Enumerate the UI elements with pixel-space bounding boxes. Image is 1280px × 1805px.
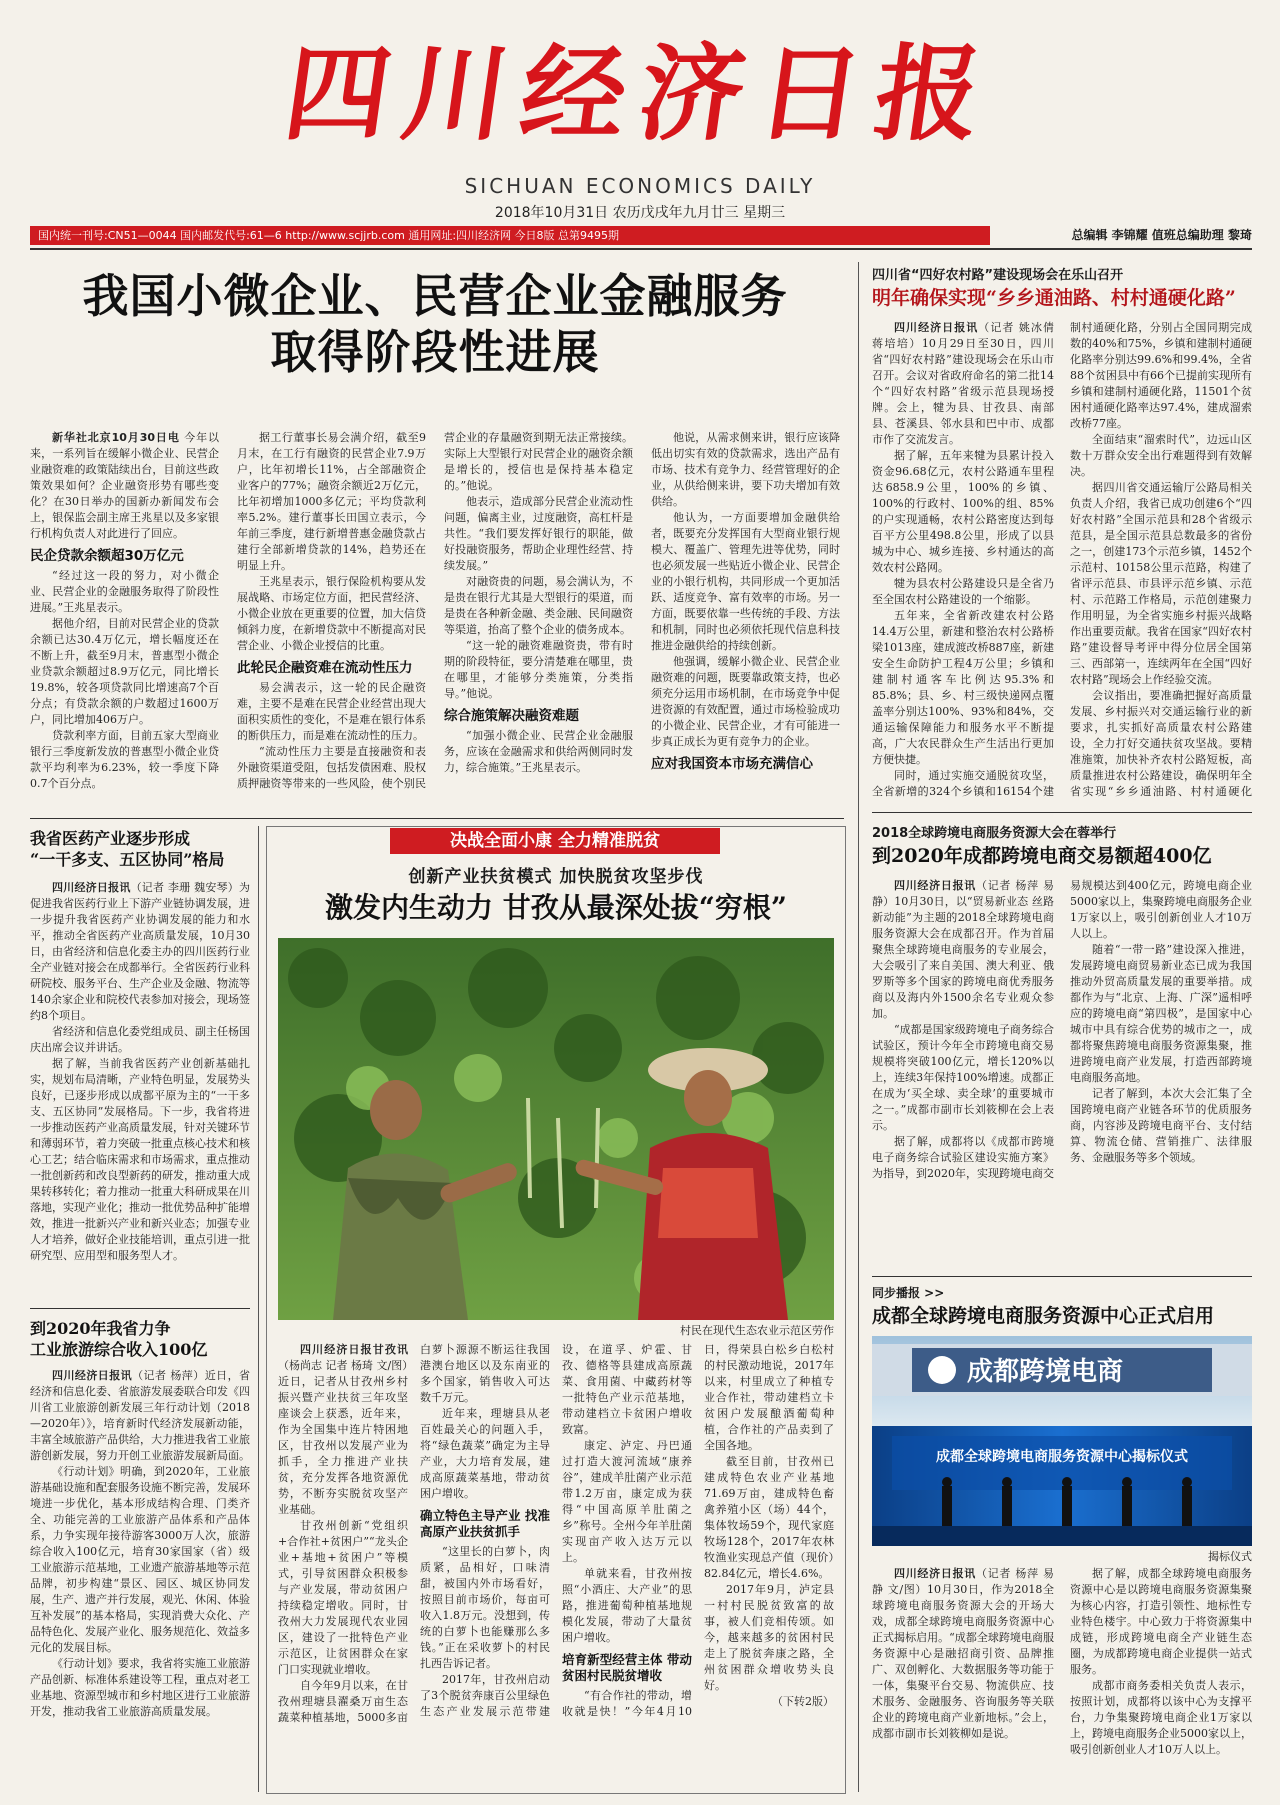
- feature-paragraph: 甘孜州创新“党组织+合作社+贫困户”“龙头企业+基地+贫困户”等模式，引导贫困群众积极参与产业发展，带动贫困户持续稳定增收。同时，甘孜州大力发展现代农业园区，建设了一批特色产业示范区，让贫困群众在家门口实现就业增收。: [278, 1519, 408, 1676]
- roads-paragraph: 10月29日至30日，四川省“四好农村路”建设现场会在乐山市召开。会议对省政府命名的第二批14个“四好农村路”省级示范县现场授牌。会上，犍为县、甘孜县、南部县、苍溪县、邻水县和巴中市、成都市作了交流发言。: [872, 337, 1055, 446]
- ecommerce-article-body: [872, 878, 1252, 1268]
- roads-paragraph: 五年来，全省新改建农村公路14.4万公里，新建和整治农村公路桥梁1013座，建成渡改桥887座，新建安全生命防护工程4万公里；乡镇和建制村通客车比例达95.3%和85.8%；县、乡、村三级快递网点覆盖率分别达100%、93%和84%，交通运输保障能力和服务水平不断提高，广大农民群众生产生活出行更加方便快捷。: [872, 609, 1054, 766]
- roads-byline: 四川经济日报讯: [894, 321, 979, 334]
- roads-article-body: [872, 320, 1252, 800]
- pharma-article-body: [30, 880, 250, 1300]
- feature-paragraph: 近年来，理塘县从老百姓最关心的问题入手，将“绿色蔬菜”确定为主导产业，大力培育发展，建成高原蔬菜基地，带动贫困户增收。: [420, 1407, 550, 1500]
- roads-headline: 明年确保实现“乡乡通油路、村村通硬化路”: [872, 287, 1236, 309]
- roads-paragraph: 据四川省交通运输厅公路局相关负责人介绍，我省已成功创建6个“四好农村路”全国示范县和28个省级示范县，是全国示范县总数最多的省份之一，创建173个示范乡镇，1452个示范村、10158公里示范路，构建了省评示范县、市县评示范乡镇、示范村、示范路工作格局，示范创建聚力作用明显，为全省实施乡村振兴战略作出重要贡献。我省在国家“四好农村路”建设督导考评中得分位居全国第三、西部第一，连续两年在全国“四好农村路”现场会上作经验交流。: [1070, 481, 1252, 686]
- feature-paragraph: 2017年，甘孜州启动了3个脱贫奔康百公里绿色生态产业发展示范带建设，在道孚、炉霍、甘孜、德格等县建成高原蔬菜、食用菌、中藏药材等一批特色产业示范基地，带动建档立卡贫困户增收致富。: [420, 1343, 692, 1718]
- feature-paragraph: 康定、泸定、丹巴通过打造大渡河流域“康养谷”，建成羊肚菌产业示范带1.2万亩，康定成为获得“中国高原羊肚菌之乡”称号。全州今年羊肚菌实现亩产收入达万元以上。: [562, 1439, 692, 1564]
- roads-paragraph: 同时，通过实施交通脱贫攻坚，全省新增的324个乡镇和16154个建制村通硬化路，分别占全国同期完成数的40%和75%，乡镇和建制村通硬化路率分别达99.6%和99.4%，全省88个贫困县中有66个已提前实现所有乡镇和建制村通硬化路，11501个贫困村通硬化路率达97.4%，建成溜索改桥77座。: [872, 321, 1252, 798]
- lead-subhead-1: 民企贷款余额超30万亿元: [30, 548, 184, 564]
- lead-dateline: 新华社北京10月30日电: [52, 431, 180, 444]
- center-launch-headline: 成都全球跨境电商服务资源中心正式启用: [872, 1305, 1215, 1327]
- lead-paragraph: 易会满表示，这一轮的民企融资难，主要不是难在民营企业经营出现大面积实质性的变化，不是难在银行体系的断供压力，而是难在流动性的压力。: [237, 681, 426, 742]
- center-launch-byline: 四川经济日报讯: [894, 1567, 976, 1580]
- tourism-paragraph: 《行动计划》要求，我省将实施工业旅游产品创新、标准体系建设等工程，重点对老工业基地、资源型城市和乡村地区进行工业旅游开发，推动我省工业旅游高质量发展。: [30, 1657, 250, 1718]
- tourism-article-body: [30, 1368, 250, 1794]
- column-divider: [858, 262, 859, 1792]
- lead-paragraph: 据工行董事长易会满介绍，截至9月末，在工行有融资的民营企业7.9万户，比年初增长11%，占全部融资企业客户的77%；融资余额近2万亿元，比年初增加1000多亿元；平均贷款利率5.2%。建行董事长田国立表示，今年前三季度，建行新增普惠金融贷款占建行全部新增贷款的14%，趋势还在明显上升。: [237, 431, 426, 572]
- lead-paragraph: “这一轮的融资难融资贵，带有时期的阶段特征，要分清楚难在哪里，贵在哪里，才能够分类施策，分类指导。”他说。: [444, 639, 633, 700]
- roads-paragraph: 全面结束“溜索时代”，边远山区数十万群众安全出行难题得到有效解决。: [1070, 433, 1252, 478]
- lead-subhead-3: 综合施策解决融资难题: [444, 708, 579, 724]
- tourism-byline-detail: （记者 杨萍）: [132, 1369, 205, 1382]
- feature-byline: 四川经济日报甘孜讯: [300, 1343, 408, 1356]
- feature-banner: 决战全面小康 全力精准脱贫: [390, 828, 720, 854]
- feature-paragraph: 单就来看，甘孜州按照“小酒庄、大产业”的思路，推进葡萄种植基地规模化发展，带动了大量贫困户增收。: [562, 1567, 692, 1644]
- roads-kicker: 四川省“四好农村路”建设现场会在乐山召开: [872, 268, 1124, 283]
- stage-banner-text: 成都全球跨境电商服务资源中心揭标仪式: [936, 1449, 1188, 1465]
- lead-paragraph: 他表示，造成部分民营企业流动性问题，偏离主业，过度融资，高杠杆是共性。“我们要发挥好银行的职能，做好投融资服务，帮助企业理性经营、持续发展。”: [444, 495, 633, 572]
- lead-paragraph: 贷款利率方面，目前五家大型商业银行三季度新发放的普惠型小微企业贷款平均利率为6.23%，较一季度下降0.7个百分点。: [30, 729, 219, 790]
- lead-article-body: [30, 430, 840, 805]
- lead-headline-line2: 取得阶段性进展: [270, 325, 600, 379]
- feature-paragraph: 截至目前，甘孜州已建成特色农业产业基地71.69万亩，建成特色畜禽养殖小区（场）44个，集体牧场59个，现代家庭牧场128个，2017年农林牧渔业实现总产值（现价）82.84亿元，增长4.6%。: [704, 1455, 834, 1580]
- center-launch-paragraph: 据了解，成都全球跨境电商服务资源中心是以跨境电商服务资源集聚为核心内容，打造引领性、地标性专业特色楼宇。中心致力于将资源集中成链，形成跨境电商全产业链生态圈，为成都跨境电商企业提供一站式服务。: [1070, 1567, 1252, 1676]
- center-launch-paragraph: 10月30日，作为2018全球跨境电商服务资源大会的开场大戏，成都全球跨境电商服务资源中心正式揭标启用。“成都全球跨境电商服务资源中心是融招商引资、品牌推广、双创孵化、大数据服务等功能于一体，集聚平台交易、物流供应、技术服务、金融服务、咨询服务等关联企业的跨境电商产业新地标。”会上，成都市副市长刘筱柳如是说。: [872, 1583, 1054, 1740]
- tourism-headline-line2: 工业旅游综合收入100亿: [30, 1340, 208, 1359]
- tourism-headline: [30, 1318, 250, 1360]
- ecommerce-paragraph: 10月30日，以“贸易新业态 丝路新动能”为主题的2018全球跨境电商服务资源大会在成都召开。作为首届聚焦全球跨境电商服务的专业展会，大会吸引了来自美国、澳大利亚、俄罗斯等多个国家的跨境电商优秀服务商以及海内外1500余名专业观众参加。: [872, 895, 1054, 1020]
- feature-subhead-2: 培育新型经营主体 带动贫困村民脱贫增收: [562, 1652, 692, 1683]
- feature-paragraph: 2017年9月，泸定县一村村民脱贫致富的故事，被人们竞相传颂。如今，越来越多的贫困村民走上了脱贫奔康之路，全州贫困群众增收势头良好。: [704, 1583, 834, 1692]
- launch-photo-caption: 揭标仪式: [1208, 1550, 1252, 1563]
- ecommerce-paragraph: “成都是国家级跨境电子商务综合试验区，预计今年全市跨境电商交易规模将突破100亿元，增长120%以上，连续3年保持100%增速。成都正在成为‘买全球、卖全球’的重要城市之一。”成都市副市长刘筱柳在会上表示。: [872, 1023, 1054, 1132]
- roads-paragraph: 据了解，五年来犍为县累计投入资金96.68亿元，农村公路通车里程达6858.9公里，100%的乡镇、100%的行政村、100%的组、85%的户实现通畅，农村公路密度达到每百平方公里498.8公里，形成了以县城为中心、城乡连接、乡村通达的高效农村公路网。: [872, 449, 1054, 574]
- feature-article-body: [278, 1342, 834, 1786]
- section-rule: [872, 1276, 1252, 1277]
- section-rule: [30, 1308, 250, 1309]
- lead-paragraph: 他说，从需求侧来讲，银行应该降低出切实有效的贷款需求，选出产品有市场、技术有竞争力、经营管理好的企业，从供给侧来讲，要下功夫增加有效供给。: [651, 431, 840, 508]
- feature-photo-caption: 村民在现代生态农业示范区劳作: [680, 1324, 834, 1337]
- launch-ceremony-photo-svg: [872, 1336, 1252, 1546]
- pharma-byline-detail: （记者 李珊 魏安琴）: [130, 881, 239, 894]
- building-sign: 成都跨境电商: [967, 1357, 1124, 1387]
- roads-paragraph: 会议指出，要准确把握好高质量发展、乡村振兴对交通运输行业的新要求，扎实抓好高质量农村公路建设，全力打好交通扶贫攻坚战。要精准施策，加快补齐农村公路短板，高质量推进农村公路建设，确保明年全省实现“乡乡通油路、村村通硬化: [1070, 689, 1252, 798]
- feature-subhead-1: 确立特色主导产业 找准高原产业扶贫抓手: [420, 1508, 550, 1539]
- feature-byline-detail: （杨尚志 记者 杨琦 文/图）: [278, 1359, 414, 1372]
- masthead-title: 四川经济日报: [277, 32, 1003, 155]
- masthead-subtitle: SICHUAN ECONOMICS DAILY: [464, 174, 816, 198]
- issue-date: 2018年10月31日 农历戊戌年九月廿三 星期三: [494, 205, 786, 221]
- lead-paragraph: “流动性压力主要是直接融资和表外融资渠道受阻，包括发债困难、股权质押融资等带来的一些风险，使个别民营企业的存量融资到期无法正常接续。实际上大型银行对民营企业的融资余额是增长的，授信也是保持基本稳定的。”他说。: [237, 431, 633, 790]
- lead-headline-line1: 我国小微企业、民营企业金融服务: [82, 269, 788, 323]
- section-rule: [30, 818, 844, 819]
- lead-intro: 今年以来，一系列旨在缓解小微企业、民营企业融资难的政策陆续出台，目前这些政策效果如何？企业融资形势有哪些变化？在30日举办的国新办新闻发布会上，银保监会副主席王兆星以及多家银行机构负责人对此进行了回应。: [30, 431, 219, 540]
- ecommerce-headline: 到2020年成都跨境电商交易额超400亿: [872, 845, 1212, 867]
- lead-paragraph: 王兆星表示，银行保险机构要从发展战略、市场定位方面，把民营经济、小微企业放在更重要的位置，加大信贷倾斜力度，在新增贷款中不断提高对民营企业、小微企业授信的比重。: [237, 575, 426, 652]
- lead-paragraph: “经过这一段的努力，对小微企业、民营企业的金融服务取得了阶段性进展。”王兆星表示。: [30, 569, 219, 614]
- pharma-paragraph: 据了解，当前我省医药产业创新基础扎实，规划布局清晰，产业特色明显，发展势头良好，已逐步形成以成都平原为主的“一干多支、五区协同”发展格局。下一步，我省将进一步推动医药产业高质量发展，针对关键环节和薄弱环节，着力突破一批重点核心技术和核心工艺；结合临床需求和市场需求，重点推动一批创新药和改良型新药的研发，推动重大成果转移转化；着力推动一批重大科研成果在川落地，实现产业化；推动一批优势品种扩能增效，推进一批新兴产业和新兴业态；加强专业人才培养，做好企业技能培训，重点引进一批研究型、应用型和服务型人才。: [30, 1057, 250, 1262]
- feature-paragraph: “有合作社的带动，增收就是快！”今年4月10日，得荣县白松乡白松村的村民激动地说，2017年以来，村里成立了种植专业合作社，带动建档立卡贫困户发展酿酒葡萄种植，合作社的产品卖到了全国各地。: [562, 1343, 834, 1718]
- tourism-paragraph: 近日，省经济和信息化委、省旅游发展委联合印发《四川省工业旅游创新发展三年行动计划（2018—2020年）》，培育新时代经济发展新动能，丰富全域旅游产品供给，大力推进我省工业旅游创新发展，努力开创工业旅游发展新局面。: [30, 1369, 250, 1462]
- lead-headline: [30, 268, 840, 380]
- lead-paragraph: 他认为，一方面要增加金融供给者，既要充分发挥国有大型商业银行规模大、覆盖广、管理先进等优势，同时也必须发展一些贴近小微企业、民营企业的小银行机构，共同形成一个更加活跃、适度竞争、富有效率的市场。另一方面，既要依靠一些传统的手段、方法和机制，同时也必须依托现代信息科技推进金融供给的持续创新。: [651, 511, 840, 652]
- pharma-headline-line2: “一干多支、五区协同”格局: [30, 850, 225, 869]
- editors-line: 总编辑 李锦耀 值班总编助理 黎琦: [1071, 228, 1252, 242]
- tourism-byline: 四川经济日报讯: [52, 1369, 133, 1382]
- pharma-headline-line1: 我省医药产业逐步形成: [30, 829, 191, 848]
- ecommerce-byline: 四川经济日报讯: [894, 879, 976, 892]
- ecommerce-paragraph: 记者了解到，本次大会汇集了全国跨境电商产业链各环节的优质服务商，内容涉及跨境电商平台、支付结算、物流仓储、营销推广、法律服务、金融服务等多个领域。: [1070, 1087, 1252, 1164]
- feature-photo: [278, 938, 834, 1320]
- tourism-headline-line1: 到2020年我省力争: [30, 1319, 171, 1338]
- ecommerce-paragraph: 据了解，成都将以《成都市跨境电子商务综合试验区建设实施方案》为指导，到2020年，实现跨境电商交易规模达到400亿元，跨境电商企业5000家以上，集聚跨境电商服务企业1万家以上，吸引创新创业人才10万人以上。: [872, 879, 1252, 1180]
- pharma-headline: [30, 828, 250, 870]
- feature-continued-note: （下转2版）: [772, 1695, 834, 1708]
- feature-kicker: 创新产业扶贫模式 加快脱贫攻坚步伐: [408, 867, 704, 887]
- roads-paragraph: 犍为县农村公路建设只是全省乃至全国农村公路建设的一个缩影。: [872, 577, 1054, 606]
- sync-report-kicker: 同步播报 >>: [872, 1286, 945, 1300]
- feature-photo-svg: [278, 938, 834, 1320]
- feature-headline: 激发内生动力 甘孜从最深处拔“穷根”: [325, 891, 787, 924]
- lead-subhead-2: 此轮民企融资难在流动性压力: [237, 660, 413, 676]
- lead-paragraph: 他强调，缓解小微企业、民营企业融资难的问题，既要靠政策支持，也必须充分运用市场机制，在市场竞争中促进资源的有效配置，通过市场检验成功的小微企业、民营企业，才有可能进一步真正成长为更有竞争力的企业。: [651, 655, 840, 748]
- tourism-paragraph: 《行动计划》明确，到2020年，工业旅游基础设施和配套服务设施不断完善，发展环境进一步优化，基本形成结构合理、门类齐全、功能完善的工业旅游产品体系和产品体系，力争实现年接待游客3000万人次，旅游综合收入100亿元，培育30家国家（省）级工业旅游示范基地，工业遗产旅游基地等示范品牌，初步构建“景区、园区、城区协同发展，生产、遗产并行发展，观光、休闲、体验互补发展”的基本格局，实现消费大众化、产品特色化、发展产业化、服务规范化、效益多元化的发展目标。: [30, 1465, 250, 1654]
- feature-paragraph: 近日，记者从甘孜州乡村振兴暨产业扶贫三年攻坚座谈会上获悉，近年来，作为全国集中连片特困地区，甘孜州以发展产业为抓手，全力推进产业扶贫，充分发挥各地资源优势，不断夯实脱贫攻坚产业基础。: [278, 1375, 408, 1516]
- ecommerce-byline-detail: （记者 杨萍 易静）: [872, 879, 1054, 908]
- ecommerce-kicker: 2018全球跨境电商服务资源大会在蓉举行: [872, 826, 1117, 841]
- column-divider: [258, 826, 259, 1792]
- lead-subhead-4: 应对我国资本市场充满信心: [651, 756, 813, 772]
- center-launch-paragraph: 成都市商务委相关负责人表示，按照计划，成都将以该中心为支撑平台，力争集聚跨境电商企业1万家以上，跨境电商服务企业5000家以上，吸引创新创业人才10万人以上。: [1070, 1679, 1252, 1756]
- ecommerce-paragraph: 随着“一带一路”建设深入推进，发展跨境电商贸易新业态已成为我国推动外贸高质量发展的重要举措。成都作为与“北京、上海、广深”遥相呼应的跨境电商“第四极”，是国家中心城市中具有综合优势的城市之一，成都将聚焦跨境电商服务资源集聚，推进跨境电商产业发展，打造西部跨境电商服务高地。: [1070, 943, 1252, 1084]
- masthead-rule: [30, 248, 1252, 250]
- pharma-byline: 四川经济日报讯: [52, 881, 131, 894]
- pharma-paragraph: 为促进我省医药行业上下游产业链协调发展，进一步提升我省医药产业协调发展的能力和水平，推动全省医药产业高质量发展，10月30日，由省经济和信息化委主办的四川医药行业全产业链对接会在成都举行。全省医药行业科研院校、服务平台、生产企业及金融、物流等140余家企业和院校代表参加对接会，现场签约8个项目。: [30, 881, 250, 1022]
- pharma-paragraph: 省经济和信息化委党组成员、副主任杨国庆出席会议并讲话。: [30, 1025, 250, 1054]
- section-rule: [872, 812, 1252, 813]
- roads-byline-detail: （记者 姚冰倩 蒋培培）: [872, 321, 1055, 350]
- feature-paragraph: 自今年9月以来，在甘孜州理塘县濯桑万亩生态蔬菜种植基地，5000多亩白萝卜源源不断运往我国港澳台地区以及东南亚的多个国家，销售收入可达数千万元。: [278, 1343, 550, 1724]
- lead-paragraph: “加强小微企业、民营企业金融服务，应该在金融需求和供给两侧同时发力，综合施策。”王兆星表示。: [444, 729, 633, 774]
- feature-paragraph: “这里长的白萝卜，肉质紧，品相好，口味清甜，被国内外市场看好，按照目前市场价，每亩可收入1.8万元。没想到，传统的白萝卜也能赚那么多钱。”正在采收萝卜的村民扎西告诉记者。: [420, 1545, 550, 1670]
- lead-paragraph: 据他介绍，目前对民营企业的贷款余额已达30.4万亿元，增长幅度还在不断上升，截至9月末，普惠型小微企业贷款余额超过8.9万亿元，同比增长19.8%，较各项贷款同比增速高7个百分点；有贷款余额的户数超过1600万户，同比增加406万户。: [30, 617, 219, 726]
- launch-ceremony-photo: [872, 1336, 1252, 1546]
- lead-paragraph: 对融资贵的问题，易会满认为，不是贵在银行尤其是大型银行的渠道，而是贵在各种新金融、类金融、民间融资等渠道，抬高了整个企业的债务成本。: [444, 575, 633, 636]
- publication-info-bar: 国内统一刊号:CN51—0044 国内邮发代号:61—6 http://www.scjjrb.com 通用网址:四川经济网 今日8版 总第9495期: [30, 226, 990, 245]
- center-launch-byline-detail: （记者 杨萍 易静 文/图）: [872, 1567, 1054, 1596]
- center-launch-article-body: [872, 1566, 1252, 1794]
